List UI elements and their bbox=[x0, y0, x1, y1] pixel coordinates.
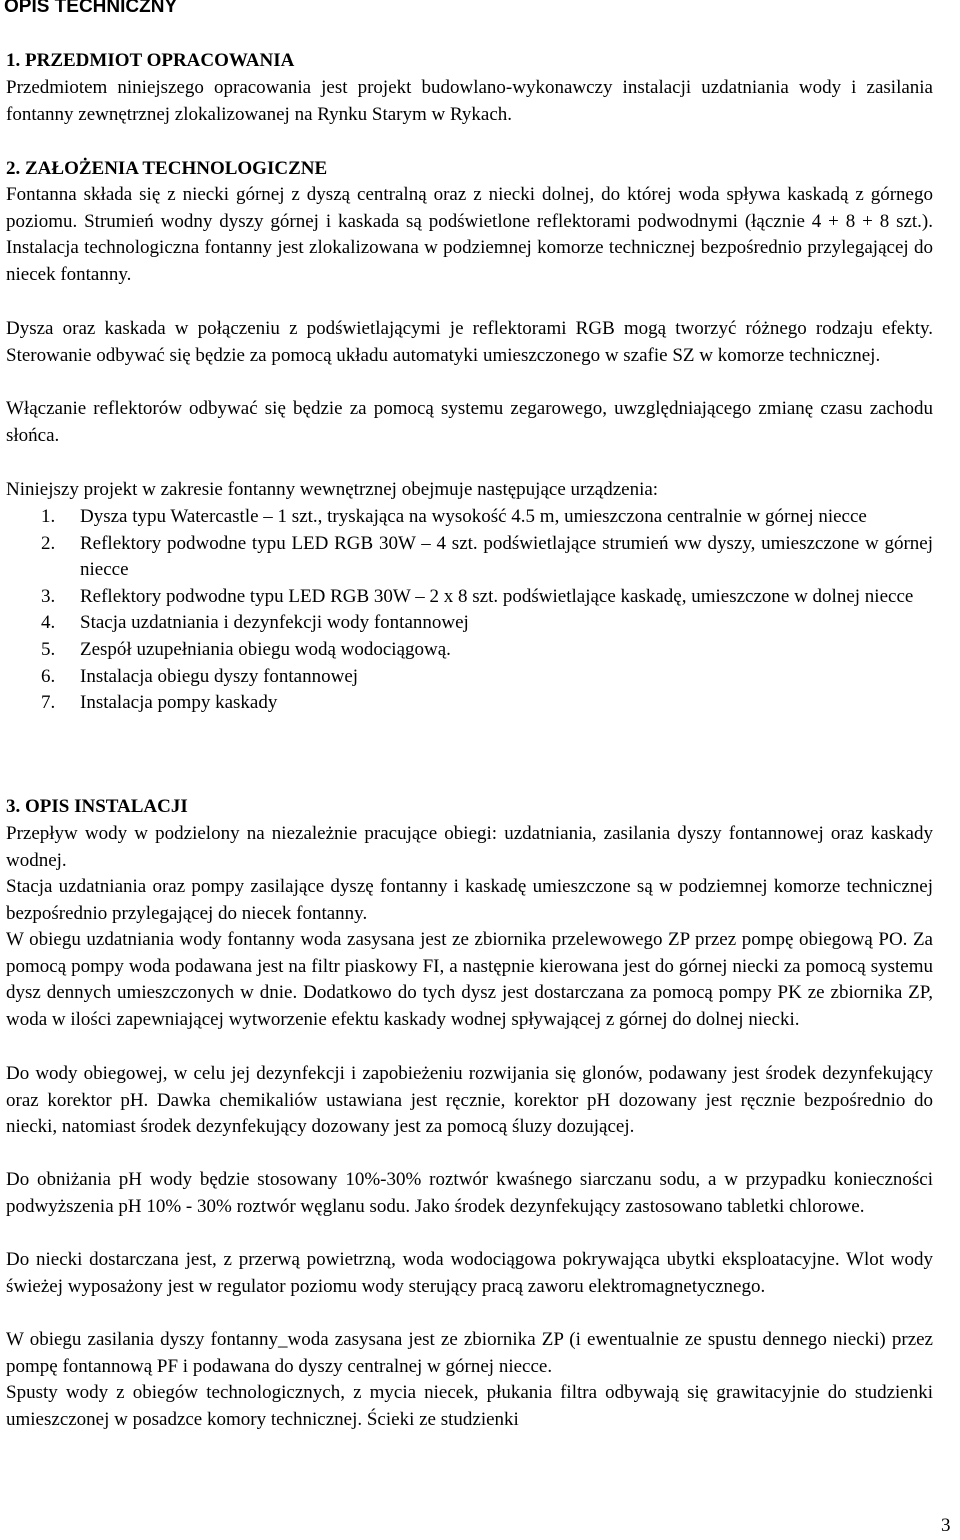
section3-heading: 3. OPIS INSTALACJI bbox=[6, 796, 188, 817]
section3-paragraph-8: Spusty wody z obiegów technologicznych, z mycia niecek, płukania filtra odbywają się grawitacyjnie do studzienki umieszczonej w posadzce komory technicznej. Ścieki ze studzienki bbox=[6, 1382, 933, 1430]
section3-paragraph-6: Do niecki dostarczana jest, z przerwą powietrzną, woda wodociągowa pokrywająca ubytki eksploatacyjne. Wlot wody świeżej wyposażony jest w regulator poziomu wody sterujący pracą zaworu elektromagnetycznego. bbox=[6, 1249, 933, 1297]
section3-paragraph-4: Do wody obiegowej, w celu jej dezynfekcji i zapobieżeniu rozwijania się glonów, podawany jest środek dezynfekujący oraz korektor pH. Dawka chemikaliów ustawiana jest ręcznie, korektor pH dozowany jest ręcznie bezpośrednio do niecki, natomiast środek dezynfekujący dozowany jest za pomocą śluzy dozującej. bbox=[6, 1063, 933, 1138]
list-item: 4. Stacja uzdatniania i dezynfekcji wody fontannowej bbox=[41, 612, 469, 634]
section2-paragraph-2: Dysza oraz kaskada w połączeniu z podświetlającymi je reflektorami RGB mogą tworzyć różnego rodzaju efekty. Sterowanie odbywać się będzie za pomocą układu automatyki umieszczonego w szafie SZ w komorze technicznej. bbox=[6, 318, 933, 366]
section3-paragraph-1: Przepływ wody w podzielony na niezależnie pracujące obiegi: uzdatniania, zasilania dyszy fontannowej oraz kaskady wodnej. bbox=[6, 823, 933, 871]
list-item: 7. Instalacja pompy kaskady bbox=[41, 692, 278, 714]
page-number: 3 bbox=[941, 1515, 951, 1536]
equipment-list-intro: Niniejszy projekt w zakresie fontanny wewnętrznej obejmuje następujące urządzenia: bbox=[6, 479, 659, 500]
section3-paragraph-2: Stacja uzdatniania oraz pompy zasilające dyszę fontanny i kaskadę umieszczone są w podziemnej komorze technicznej bezpośrednio przylegającej do niecek fontanny. bbox=[6, 876, 933, 924]
section1-body: Przedmiotem niniejszego opracowania jest projekt budowlano-wykonawczy instalacji uzdatniania wody i zasilania fontanny zewnętrznej zlokalizowanej na Rynku Starym w Rykach. bbox=[6, 77, 933, 125]
list-item: 2. Reflektory podwodne typu LED RGB 30W – 4 szt. podświetlające strumień ww dyszy, umieszczone w górnej niecce bbox=[41, 532, 933, 581]
section1-heading: 1. PRZEDMIOT OPRACOWANIA bbox=[6, 50, 295, 71]
list-item: 6. Instalacja obiegu dyszy fontannowej bbox=[41, 665, 359, 687]
list-item: 1. Dysza typu Watercastle – 1 szt., tryskająca na wysokość 4.5 m, umieszczona centralnie w górnej niecce bbox=[41, 506, 867, 527]
list-item: 3. Reflektory podwodne typu LED RGB 30W – 2 x 8 szt. podświetlające kaskadę, umieszczone w dolnej niecce bbox=[41, 585, 914, 607]
section2-paragraph-1: Fontanna składa się z niecki górnej z dyszą centralną oraz z niecki dolnej, do której woda spływa kaskadą z górnego poziomu. Strumień wodny dyszy górnej i kaskada są podświetlone reflektorami podwodnymi (łącznie 4 + 8 + 8 szt.). Instalacja technologiczna fontanny jest zlokalizowana w podziemnej komorze technicznej bezpośrednio przylegającej do niecek fontanny. bbox=[6, 184, 933, 285]
section3-paragraph-3: W obiegu uzdatniania wody fontanny woda zasysana jest ze zbiornika przelewowego ZP przez pompę obiegową PO. Za pomocą pompy woda podawana jest na filtr piaskowy FI, a następnie kierowana jest do górnej niecki za pomocą systemu dysz dennych umieszczonych w dnie. Dodatkowo do tych dysz jest dostarczana za pomocą pompy PK ze zbiornika ZP, woda w ilości zapewniającej wytworzenie efektu kaskady wodnej spływającej z górnej do dolnej niecki. bbox=[6, 929, 933, 1030]
section3-paragraph-5: Do obniżania pH wody będzie stosowany 10%-30% roztwór kwaśnego siarczanu sodu, a w przypadku konieczności podwyższenia pH 10% - 30% roztwór węglanu sodu. Jako środek dezynfekujący zastosowano tabletki chlorowe. bbox=[6, 1169, 933, 1217]
section2-heading: 2. ZAŁOŻENIA TECHNOLOGICZNE bbox=[6, 158, 328, 179]
section3-paragraph-7: W obiegu zasilania dyszy fontanny_woda zasysana jest ze zbiornika ZP (i ewentualnie ze spustu dennego niecki) przez pompę fontannową PF i podawana do dyszy centralnej w górnej niecce. bbox=[6, 1329, 933, 1377]
equipment-list bbox=[6, 504, 933, 717]
document-title: OPIS TECHNICZNY bbox=[4, 0, 178, 17]
section2-paragraph-3: Włączanie reflektorów odbywać się będzie za pomocą systemu zegarowego, uwzględniającego zmianę czasu zachodu słońca. bbox=[6, 398, 933, 446]
list-item: 5. Zespół uzupełniania obiegu wodą wodociągową. bbox=[41, 638, 451, 660]
